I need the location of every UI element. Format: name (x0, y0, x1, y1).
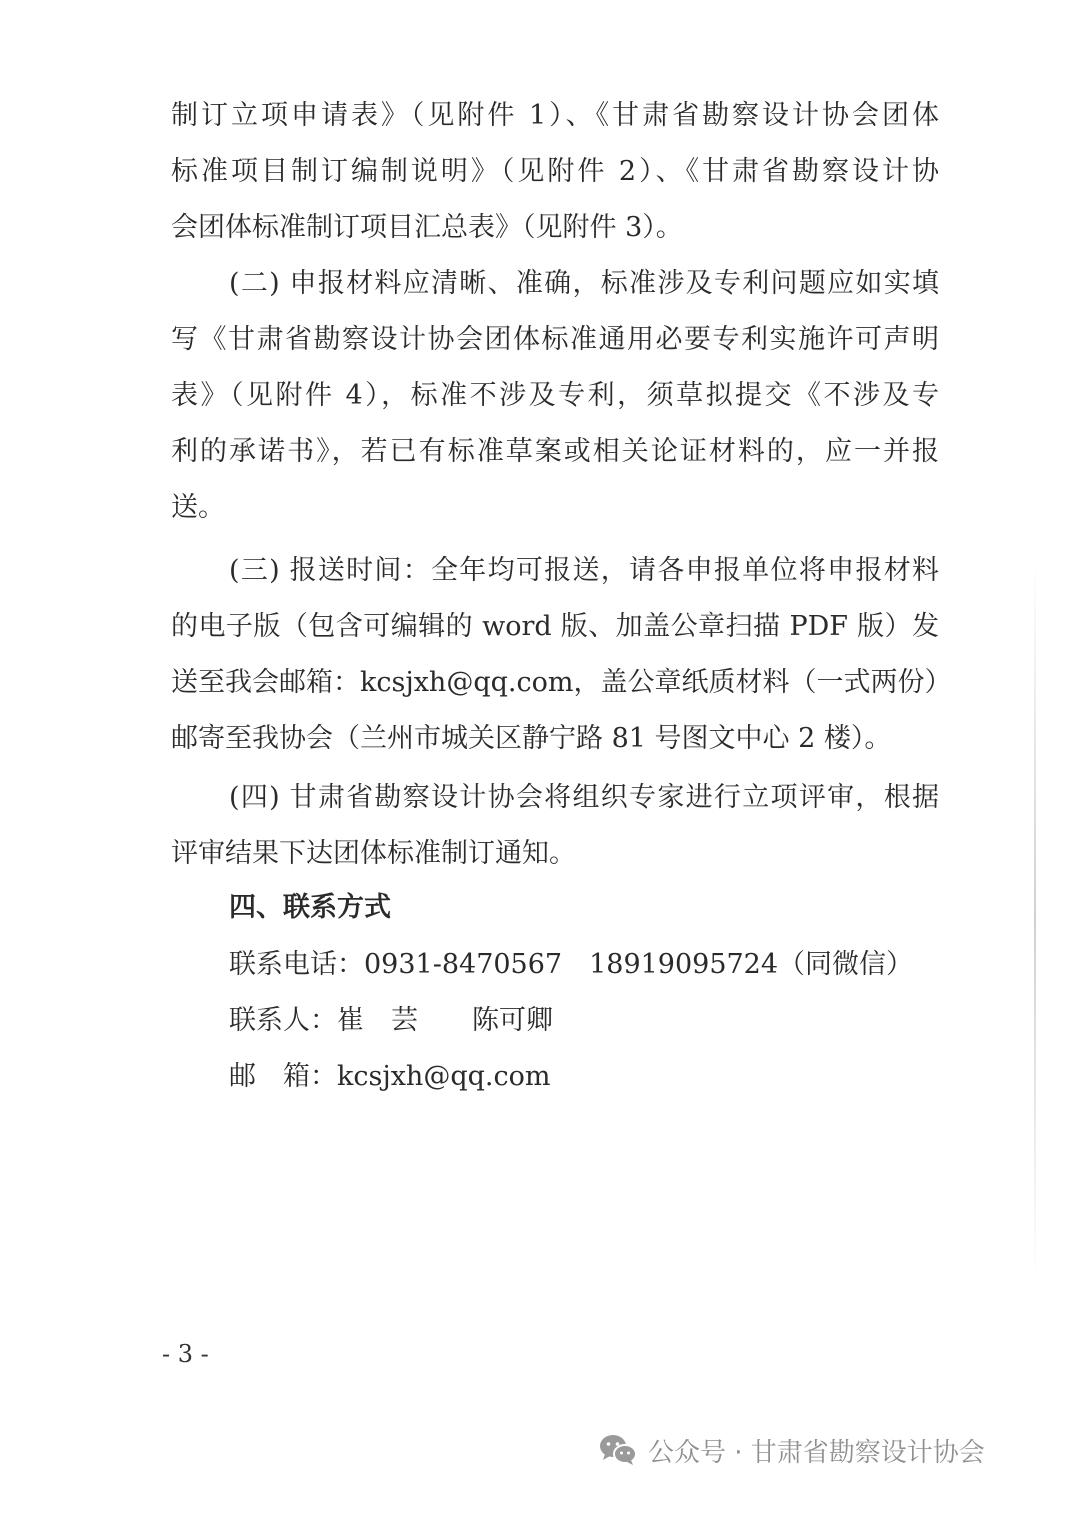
wechat-icon (598, 1433, 638, 1467)
contact-email: 邮 箱：kcsjxh@qq.com (229, 1061, 551, 1092)
paragraph-4-line-1: (四) 甘肃省勘察设计协会将组织专家进行立项评审，根据 (229, 782, 939, 813)
watermark-text: 公众号 · 甘肃省勘察设计协会 (648, 1437, 985, 1468)
paragraph-3-line-1: (三) 报送时间：全年均可报送，请各申报单位将申报材料 (229, 555, 939, 586)
paragraph-1-line-3: 会团体标准制订项目汇总表》（见附件 3）。 (171, 212, 683, 243)
contact-phone: 联系电话：0931-8470567 18919095724（同微信） (229, 949, 914, 980)
paragraph-1-line-2: 标准项目制订编制说明》（见附件 2）、《甘肃省勘察设计协 (171, 156, 939, 187)
page-number: - 3 - (162, 1340, 209, 1368)
paragraph-3-line-4: 邮寄至我协会（兰州市城关区静宁路 81 号图文中心 2 楼）。 (171, 723, 892, 754)
paragraph-2-line-5: 送。 (171, 492, 225, 523)
paragraph-1-line-1: 制订立项申请表》（见附件 1）、《甘肃省勘察设计协会团体 (171, 100, 939, 131)
paragraph-3-line-3: 送至我会邮箱：kcsjxh@qq.com，盖公章纸质材料（一式两份） (171, 667, 952, 698)
paragraph-2-line-1: (二) 申报材料应清晰、准确，标准涉及专利问题应如实填 (229, 268, 939, 299)
paragraph-4-line-2: 评审结果下达团体标准制订通知。 (171, 838, 576, 869)
paragraph-2-line-4: 利的承诺书》，若已有标准草案或相关论证材料的，应一并报 (171, 436, 939, 467)
page-edge-shadow (1034, 560, 1036, 1280)
contact-heading: 四、联系方式 (229, 892, 391, 923)
paragraph-3-line-2: 的电子版（包含可编辑的 word 版、加盖公章扫描 PDF 版）发 (171, 611, 939, 642)
contact-person: 联系人：崔 芸 陈可卿 (229, 1005, 553, 1036)
paragraph-2-line-3: 表》（见附件 4），标准不涉及专利，须草拟提交《不涉及专 (171, 380, 939, 411)
wechat-account-watermark (598, 1428, 985, 1472)
paragraph-2-line-2: 写《甘肃省勘察设计协会团体标准通用必要专利实施许可声明 (171, 324, 939, 355)
